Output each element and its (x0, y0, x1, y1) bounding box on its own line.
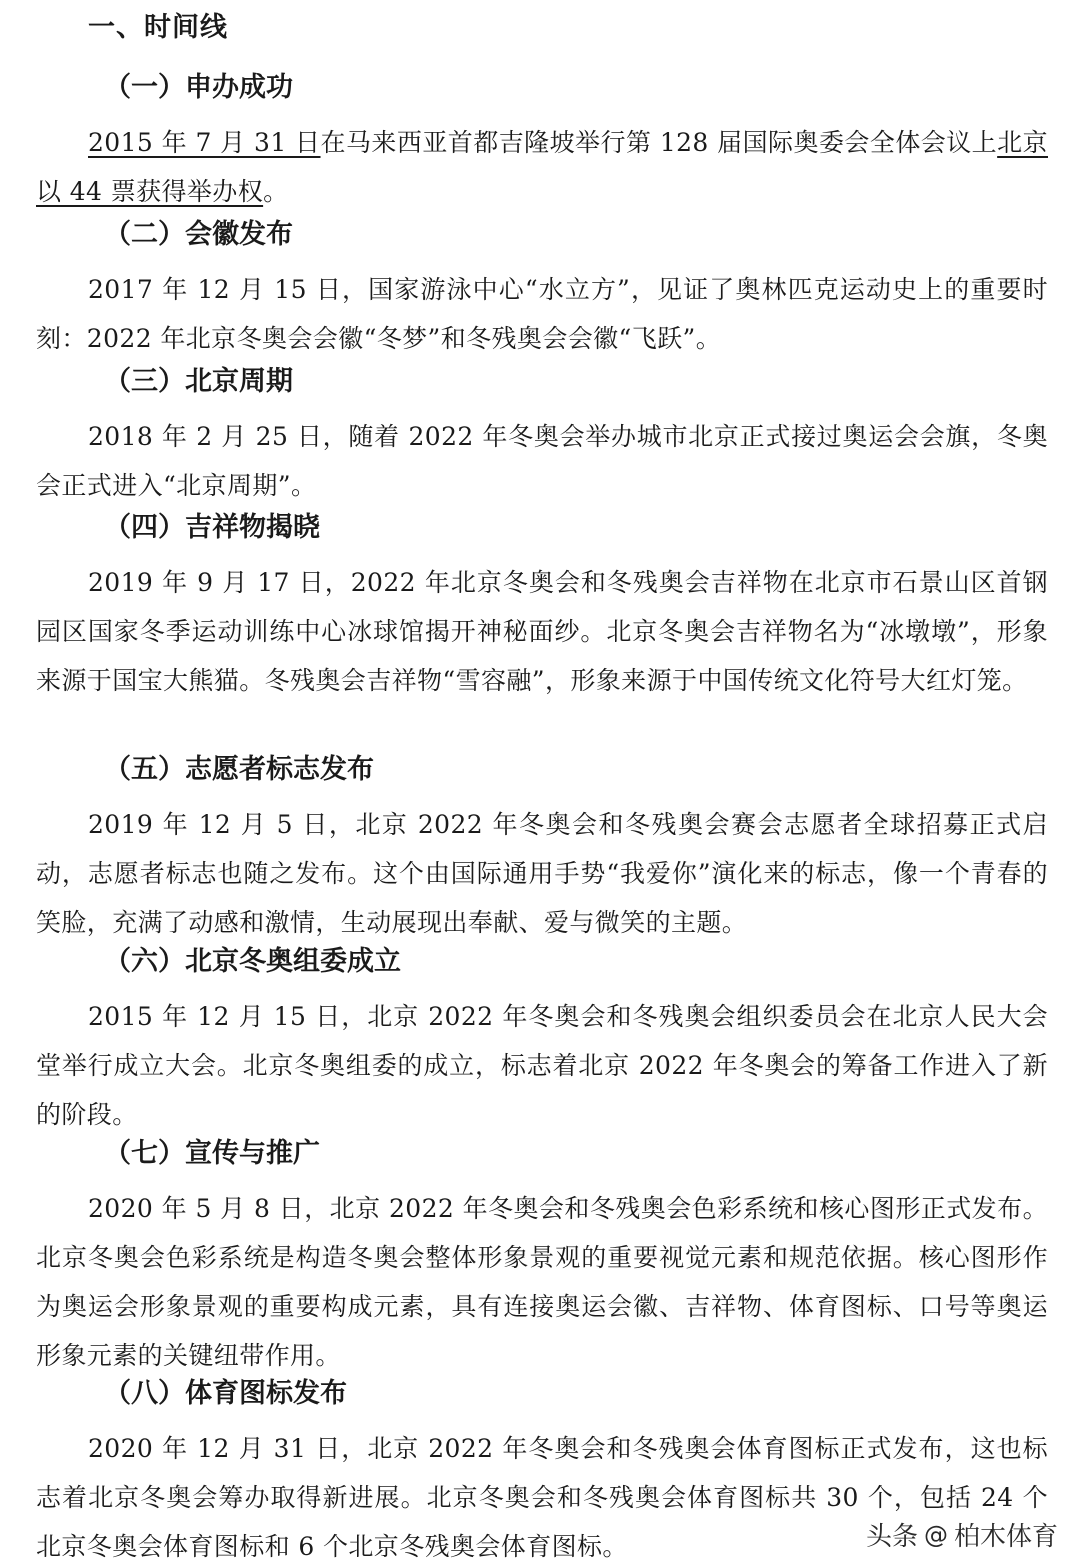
paragraph-text: 。 (263, 177, 289, 206)
section-title: （五）志愿者标志发布 (104, 754, 374, 785)
paragraph-text: 2019 年 9 月 17 日，2022 年北京冬奥会和冬残奥会吉祥物在北京市石景山区首钢园区国家冬季运动训练中心冰球馆揭开神秘面纱。北京冬奥会吉祥物名为“冰墩墩”，形象来源于国宝大熊猫。冬残奥会吉祥物“雪容融”，形象来源于中国传统文化符号大红灯笼。 (36, 568, 1048, 695)
paragraph-text: 2015 年 12 月 15 日，北京 2022 年冬奥会和冬残奥会组织委员会在北京人民大会堂举行成立大会。北京冬奥组委的成立，标志着北京 2022 年冬奥会的筹备工作进入了新的阶段。 (36, 1002, 1048, 1129)
section-title: （三）北京周期 (104, 366, 293, 397)
paragraph-text: 2018 年 2 月 25 日，随着 2022 年冬奥会举办城市北京正式接过奥运会会旗，冬奥会正式进入“北京周期”。 (36, 422, 1048, 500)
underlined-text: 北京以 44 票获得举办权 (36, 128, 1048, 206)
page-heading: 一、时间线 (88, 12, 228, 43)
section-title: （四）吉祥物揭晓 (104, 512, 320, 543)
section-paragraph (36, 118, 1048, 216)
section-title: （八）体育图标发布 (104, 1378, 347, 1409)
paragraph-text: 2020 年 5 月 8 日，北京 2022 年冬奥会和冬残奥会色彩系统和核心图形正式发布。北京冬奥会色彩系统是构造冬奥会整体形象景观的重要视觉元素和规范依据。核心图形作为奥运会形象景观的重要构成元素，具有连接奥运会徽、吉祥物、体育图标、口号等奥运形象元素的关键纽带作用。 (36, 1194, 1048, 1370)
section-paragraph (36, 800, 1048, 947)
paragraph-text: 2017 年 12 月 15 日，国家游泳中心“水立方”，见证了奥林匹克运动史上的重要时刻：2022 年北京冬奥会会徽“冬梦”和冬残奥会会徽“飞跃”。 (36, 275, 1048, 353)
paragraph-text: 在马来西亚首都吉隆坡举行第 128 届国际奥委会全体会议上 (320, 128, 998, 157)
section-title: （二）会徽发布 (104, 219, 293, 250)
watermark-at: @ (923, 1520, 948, 1549)
section-paragraph (36, 558, 1048, 705)
paragraph-text: 2019 年 12 月 5 日，北京 2022 年冬奥会和冬残奥会赛会志愿者全球招募正式启动，志愿者标志也随之发布。这个由国际通用手势“我爱你”演化来的标志，像一个青春的笑脸，充满了动感和激情，生动展现出奉献、爱与微笑的主题。 (36, 810, 1048, 937)
watermark (866, 1516, 1058, 1553)
section-paragraph (36, 1184, 1048, 1380)
section-paragraph (36, 412, 1048, 510)
section-title: （一）申办成功 (104, 72, 293, 103)
section-title: （七）宣传与推广 (104, 1138, 320, 1169)
paragraph-text: 2020 年 12 月 31 日，北京 2022 年冬奥会和冬残奥会体育图标正式发布，这也标志着北京冬奥会筹办取得新进展。北京冬奥会和冬残奥会体育图标共 30 个，包括 24 个北京冬奥会体育图标和 6 个北京冬残奥会体育图标。 (36, 1434, 1048, 1561)
watermark-account: 柏木体育 (953, 1522, 1058, 1552)
watermark-platform: 头条 (865, 1522, 918, 1552)
section-paragraph (36, 265, 1048, 363)
section-paragraph (36, 992, 1048, 1139)
section-title: （六）北京冬奥组委成立 (104, 946, 401, 977)
underlined-text: 2015 年 7 月 31 日 (88, 128, 321, 157)
